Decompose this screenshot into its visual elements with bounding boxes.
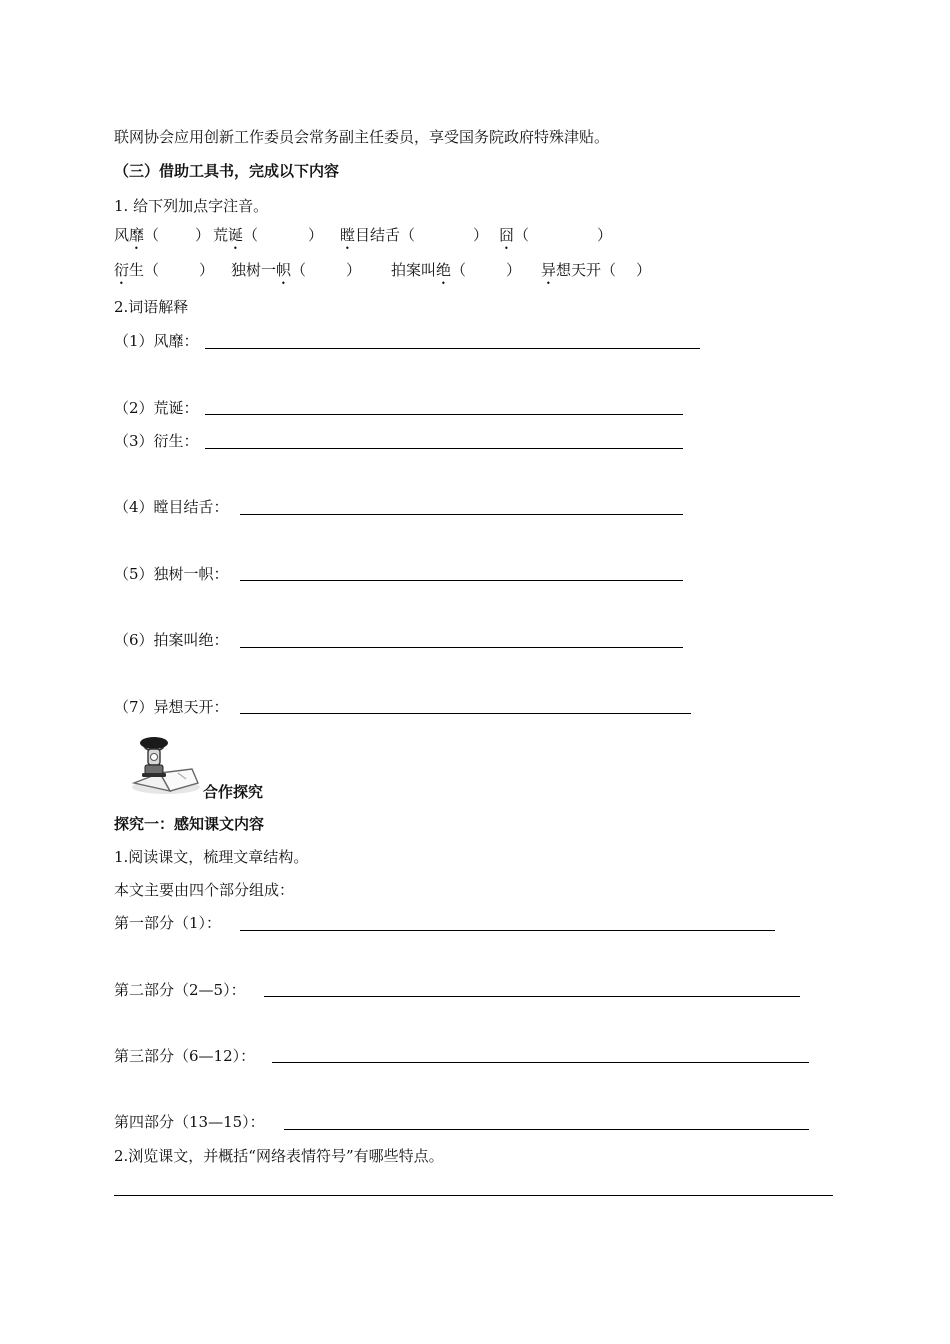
definition-label: （5）独树一帜： <box>114 565 229 583</box>
q1-title: 1. 给下列加点字注音。 <box>114 197 269 215</box>
definition-label: （3）衍生： <box>114 432 199 450</box>
section3-title: （三）借助工具书，完成以下内容 <box>114 162 340 180</box>
pinyin-item: 独树一帜（ ） <box>231 261 362 279</box>
answer-line[interactable] <box>284 1129 809 1130</box>
explore1-q1: 1.阅读课文，梳理文章结构。 <box>114 848 309 866</box>
intro-line: 联网协会应用创新工作委员会常务副主任委员，享受国务院政府特殊津贴。 <box>114 128 610 146</box>
answer-line[interactable] <box>240 930 775 931</box>
answer-line[interactable] <box>205 448 683 449</box>
answer-line[interactable] <box>114 1195 833 1196</box>
answer-line[interactable] <box>264 996 800 997</box>
pinyin-item: 瞠目结舌（ ） <box>340 226 489 244</box>
answer-line[interactable] <box>205 348 700 349</box>
pinyin-item: 异想天开（ ） <box>541 261 652 279</box>
coop-heading: 合作探究 <box>203 783 264 801</box>
answer-line[interactable] <box>240 514 683 515</box>
answer-line[interactable] <box>272 1062 809 1063</box>
definition-label: （1）风靡： <box>114 332 199 350</box>
structure-part-label: 第一部分（1）： <box>114 914 222 932</box>
definition-label: （2）荒诞： <box>114 399 199 417</box>
answer-line[interactable] <box>240 580 683 581</box>
pinyin-item: 风靡（ ） <box>114 226 211 244</box>
definition-label: （4）瞠目结舌： <box>114 498 229 516</box>
explore1-q2: 2.浏览课文，并概括“网络表情符号”有哪些特点。 <box>114 1147 444 1165</box>
structure-part-label: 第四部分（13—15）： <box>114 1113 265 1131</box>
pinyin-item: 囧（ ） <box>499 226 613 244</box>
structure-part-label: 第二部分（2—5）： <box>114 981 246 999</box>
structure-part-label: 第三部分（6—12）： <box>114 1047 256 1065</box>
explore1-title: 探究一：感知课文内容 <box>114 815 265 833</box>
answer-line[interactable] <box>205 414 683 415</box>
answer-line[interactable] <box>240 713 691 714</box>
definition-label: （6）拍案叫绝： <box>114 631 229 649</box>
answer-line[interactable] <box>240 647 683 648</box>
explore1-intro: 本文主要由四个部分组成： <box>114 881 295 899</box>
q2-title: 2.词语解释 <box>114 298 189 316</box>
pinyin-item: 荒诞（ ） <box>213 226 324 244</box>
pinyin-item: 衍生（ ） <box>114 261 215 279</box>
pinyin-item: 拍案叫绝（ ） <box>391 261 522 279</box>
reading-lamp-icon <box>130 733 202 795</box>
definition-label: （7）异想天开： <box>114 698 229 716</box>
